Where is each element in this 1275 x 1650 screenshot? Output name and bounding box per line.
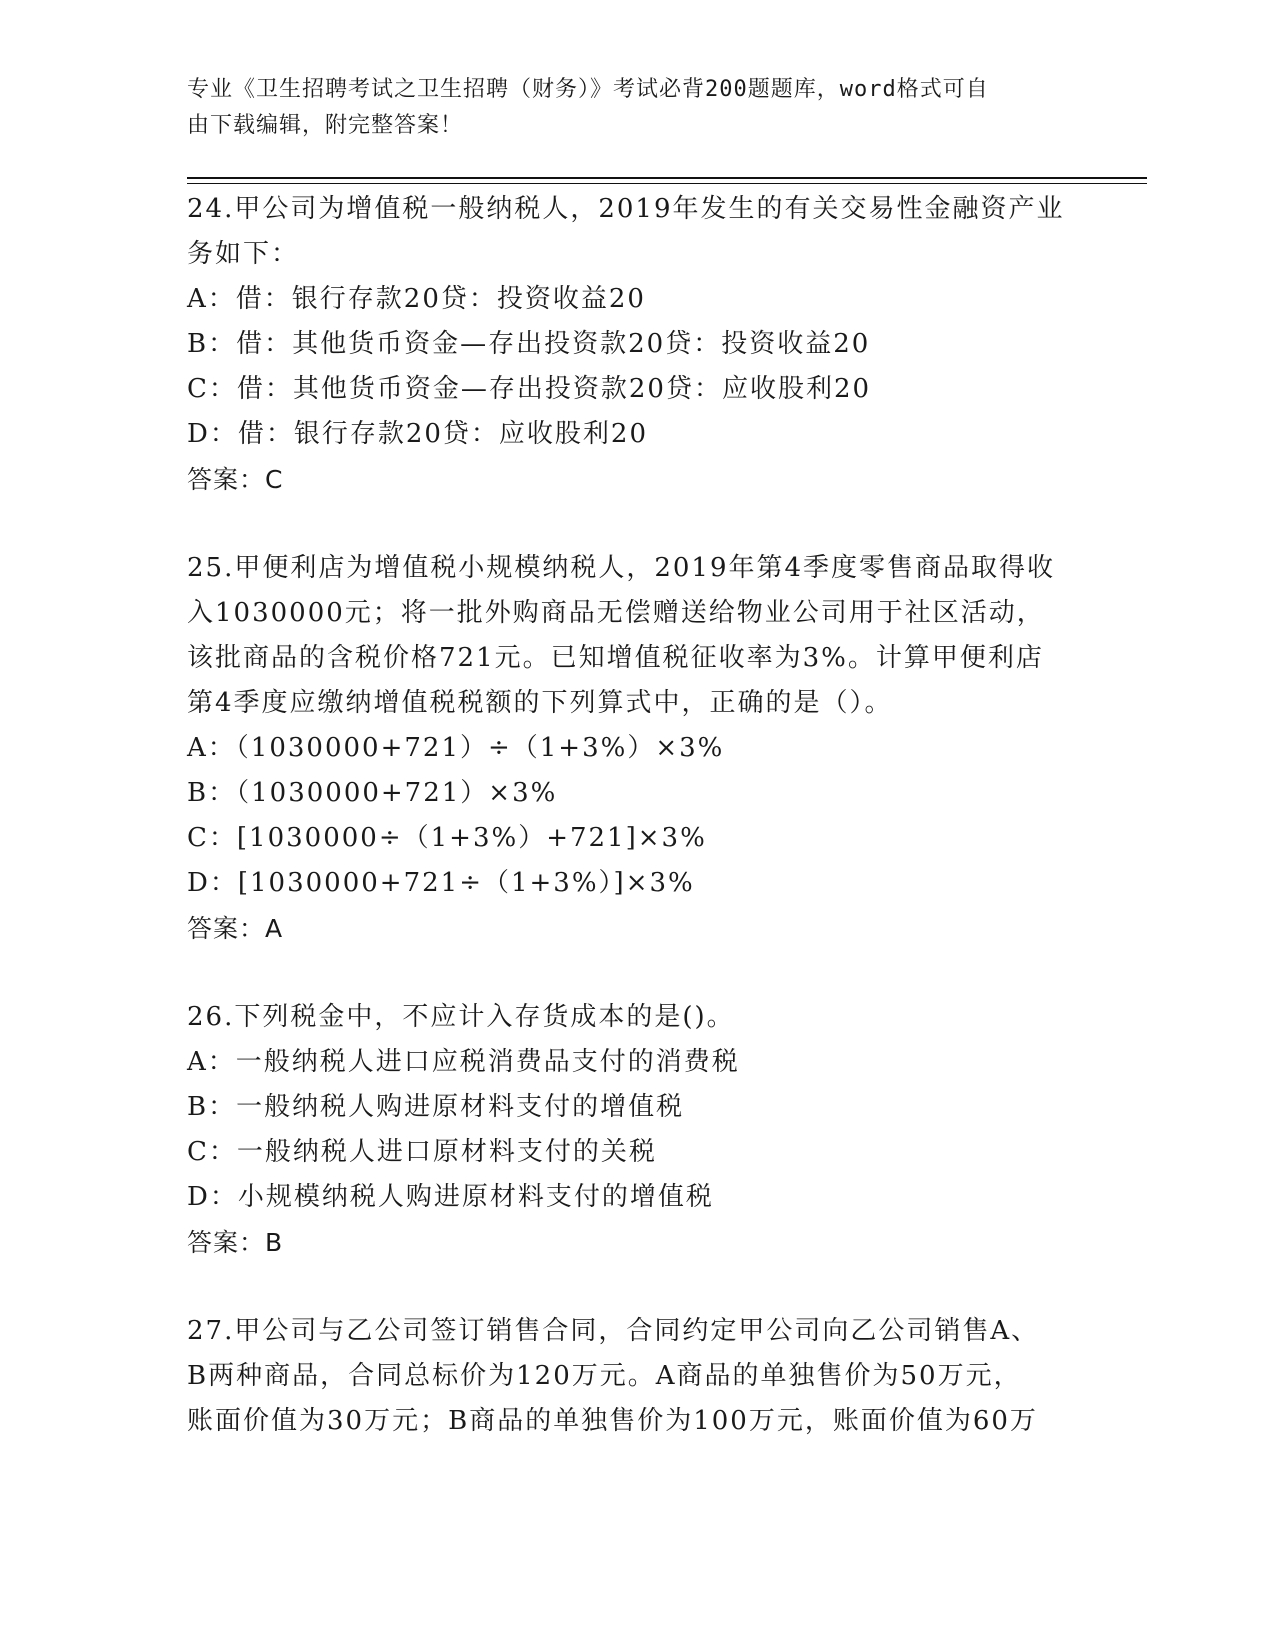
question-25 xyxy=(187,546,1087,951)
header-divider-thick xyxy=(187,177,1147,179)
question-stem-line: 25.甲便利店为增值税小规模纳税人，2019年第4季度零售商品取得收 xyxy=(187,553,1056,583)
option-d: D：[1030000+721÷（1+3%）]×3% xyxy=(187,868,695,898)
question-list xyxy=(187,187,1087,1488)
question-27 xyxy=(187,1309,1087,1444)
question-stem-line: 26.下列税金中，不应计入存货成本的是()。 xyxy=(187,1002,735,1032)
answer: 答案：C xyxy=(187,465,284,494)
option-c: C：借：其他货币资金—存出投资款20贷：应收股利20 xyxy=(187,374,872,404)
question-stem-line: 务如下： xyxy=(187,239,300,269)
option-a: A：一般纳税人进口应税消费品支付的消费税 xyxy=(187,1047,740,1077)
header-title-line-2: 由下载编辑，附完整答案！ xyxy=(187,113,464,138)
option-b: B：借：其他货币资金—存出投资款20贷：投资收益20 xyxy=(187,329,871,359)
question-26 xyxy=(187,995,1087,1265)
question-stem-line: 27.甲公司与乙公司签订销售合同，合同约定甲公司向乙公司销售A、 xyxy=(187,1316,1040,1346)
question-stem-line: B两种商品，合同总标价为120万元。A商品的单独售价为50万元， xyxy=(187,1361,1022,1391)
question-stem-line: 入1030000元；将一批外购商品无偿赠送给物业公司用于社区活动， xyxy=(187,598,1045,628)
question-stem-line: 账面价值为30万元；B商品的单独售价为100万元，账面价值为60万 xyxy=(187,1406,1038,1436)
question-stem-line: 该批商品的含税价格721元。已知增值税征收率为3%。计算甲便利店 xyxy=(187,643,1044,673)
option-c: C：一般纳税人进口原材料支付的关税 xyxy=(187,1137,657,1167)
question-stem-line: 24.甲公司为增值税一般纳税人，2019年发生的有关交易性金融资产业 xyxy=(187,194,1065,224)
option-b: B：（1030000+721）×3% xyxy=(187,778,558,808)
option-d: D：小规模纳税人购进原材料支付的增值税 xyxy=(187,1182,714,1212)
option-a: A：（1030000+721）÷（1+3%）×3% xyxy=(187,733,725,763)
answer: 答案：B xyxy=(187,1228,284,1257)
option-c: C：[1030000÷（1+3%）+721]×3% xyxy=(187,823,707,853)
option-b: B：一般纳税人购进原材料支付的增值税 xyxy=(187,1092,685,1122)
header-title-line-1: 专业《卫生招聘考试之卫生招聘（财务）》考试必背200题题库，word格式可自 xyxy=(187,77,989,102)
answer: 答案：A xyxy=(187,914,284,943)
option-d: D：借：银行存款20贷：应收股利20 xyxy=(187,419,649,449)
document-header xyxy=(187,72,1067,144)
header-divider-thin xyxy=(187,183,1147,184)
question-stem-line: 第4季度应缴纳增值税税额的下列算式中，正确的是（）。 xyxy=(187,688,893,718)
option-a: A：借：银行存款20贷：投资收益20 xyxy=(187,284,646,314)
question-24 xyxy=(187,187,1087,502)
